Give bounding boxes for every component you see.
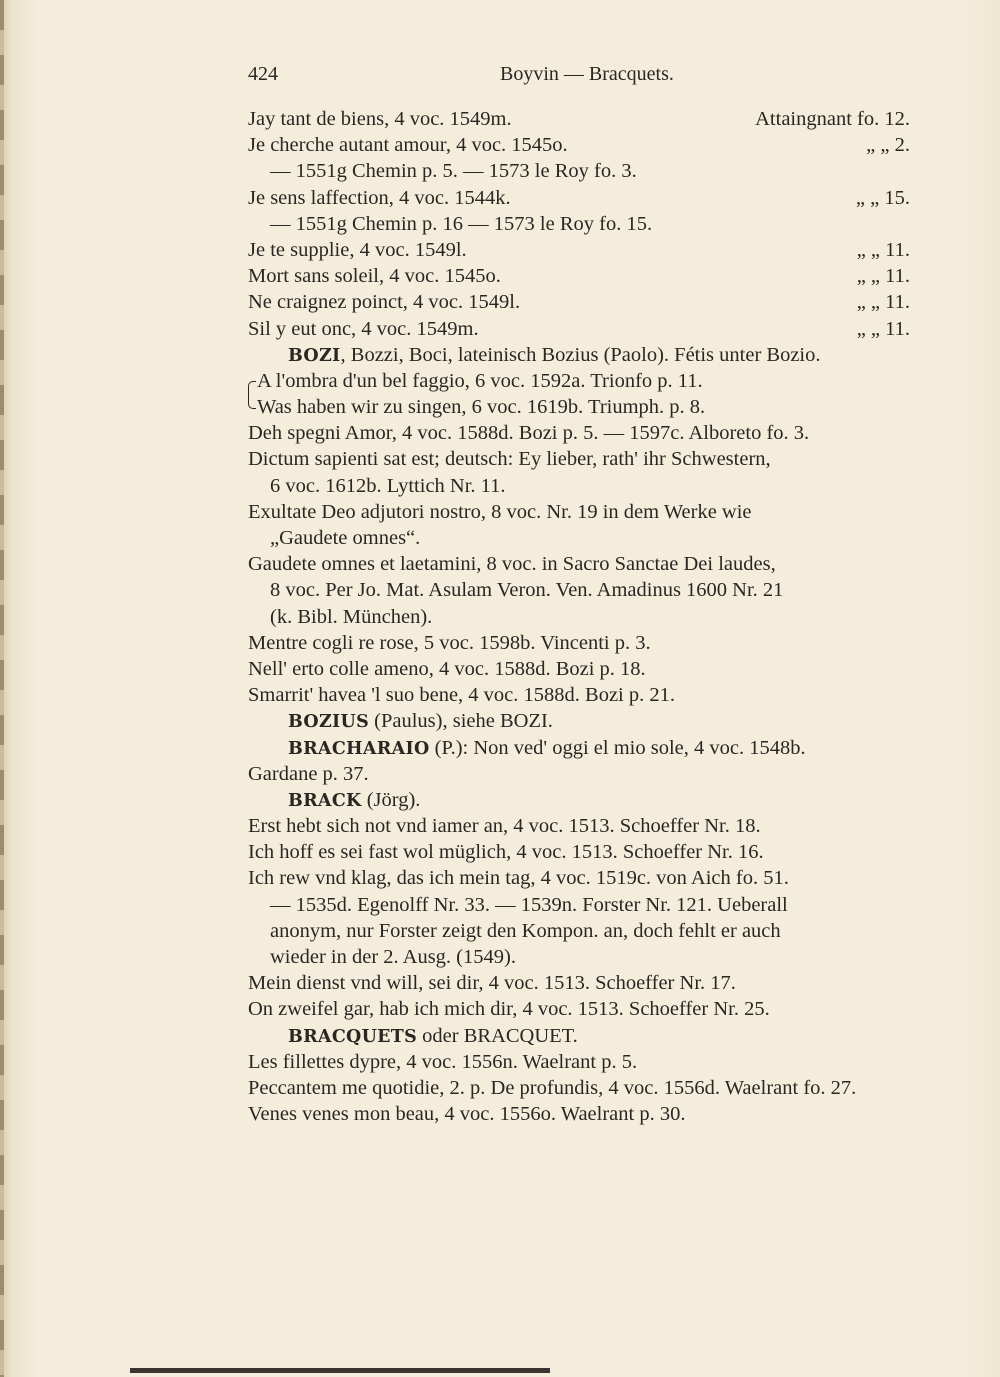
composer-name: BRACHARAIO	[288, 738, 430, 759]
line-text: — 1551g Chemin p. 16 — 1573 le Roy fo. 15.	[270, 212, 653, 235]
line-text: — 1551g Chemin p. 5. — 1573 le Roy fo. 3.	[270, 160, 637, 183]
text-line	[248, 106, 910, 132]
line-reference: „ „ 15.	[855, 186, 910, 209]
line-text: Was haben wir zu singen, 6 voc. 1619b. Triumph. p. 8.	[257, 396, 706, 419]
text-line	[248, 525, 910, 551]
composer-heading-line	[248, 342, 910, 368]
line-text: anonym, nur Forster zeigt den Kompon. an, doch fehlt er auch	[270, 919, 781, 942]
text-line	[248, 996, 910, 1022]
text-line	[248, 237, 910, 263]
line-text: Mein dienst vnd will, sei dir, 4 voc. 1513. Schoeffer Nr. 17.	[248, 972, 736, 995]
text-line	[248, 499, 910, 525]
line-reference: „ „ 11.	[856, 291, 910, 314]
composer-heading-line	[248, 735, 910, 761]
text-line	[248, 1075, 910, 1101]
line-text: Nell' erto colle ameno, 4 voc. 1588d. Bozi p. 18.	[248, 657, 646, 680]
line-text: Ne craignez poinct, 4 voc. 1549l.	[248, 291, 521, 314]
line-text: Erst hebt sich not vnd iamer an, 4 voc. 1513. Schoeffer Nr. 18.	[248, 815, 761, 838]
line-text: 6 voc. 1612b. Lyttich Nr. 11.	[270, 474, 506, 497]
text-line	[248, 289, 910, 315]
text-line	[248, 368, 910, 394]
text-line	[248, 420, 910, 446]
text-line	[248, 682, 910, 708]
line-reference: „ „ 11.	[856, 317, 910, 340]
line-reference: „ „ 11.	[856, 265, 910, 288]
text-line	[248, 446, 910, 472]
line-reference: Attaingnant fo. 12.	[755, 108, 910, 130]
composer-name: BRACK	[288, 790, 362, 811]
text-line	[248, 1101, 910, 1127]
line-text: (P.): Non ved' oggi el mio sole, 4 voc. 1548b.	[429, 736, 806, 759]
line-text: On zweifel gar, hab ich mich dir, 4 voc. 1513. Schoeffer Nr. 25.	[248, 998, 770, 1021]
line-text: Sil y eut onc, 4 voc. 1549m.	[248, 317, 479, 340]
text-line	[248, 630, 910, 656]
text-line	[248, 394, 910, 420]
running-title: Boyvin — Bracquets.	[500, 63, 674, 85]
text-line	[248, 263, 910, 289]
text-line	[248, 185, 910, 211]
line-text: Ich hoff es sei fast wol müglich, 4 voc. 1513. Schoeffer Nr. 16.	[248, 841, 764, 864]
text-line	[248, 473, 910, 499]
line-text: Mentre cogli re rose, 5 voc. 1598b. Vincenti p. 3.	[248, 631, 651, 654]
line-text: Venes venes mon beau, 4 voc. 1556o. Waelrant p. 30.	[248, 1103, 686, 1126]
line-text: oder BRACQUET.	[417, 1024, 578, 1047]
composer-heading-line	[248, 708, 910, 734]
text-line	[248, 813, 910, 839]
running-header	[248, 63, 910, 89]
line-text: Exultate Deo adjutori nostro, 8 voc. Nr. 19 in dem Werke wie	[248, 500, 752, 523]
book-binding-edge	[0, 0, 4, 1377]
line-text: Les fillettes dypre, 4 voc. 1556n. Waelrant p. 5.	[248, 1050, 638, 1073]
line-text: Mort sans soleil, 4 voc. 1545o.	[248, 265, 501, 288]
line-text: Je te supplie, 4 voc. 1549l.	[248, 238, 467, 261]
text-line	[248, 316, 910, 342]
line-text: Dictum sapienti sat est; deutsch: Ey lieber, rath' ihr Schwestern,	[248, 448, 771, 471]
text-line	[248, 577, 910, 603]
line-text: Gaudete omnes et laetamini, 8 voc. in Sacro Sanctae Dei laudes,	[248, 553, 776, 576]
line-text: Je sens laffection, 4 voc. 1544k.	[248, 186, 511, 209]
composer-name: BOZI	[288, 345, 341, 366]
page-number: 424	[248, 63, 278, 85]
page-bottom-edge	[130, 1368, 550, 1373]
line-text: (k. Bibl. München).	[270, 605, 433, 628]
text-line	[248, 158, 910, 184]
text-line	[248, 918, 910, 944]
text-line	[248, 656, 910, 682]
line-reference: „ „ 2.	[866, 134, 910, 157]
line-text: , Bozzi, Boci, lateinisch Bozius (Paolo). Fétis unter Bozio.	[340, 343, 821, 366]
line-text: — 1535d. Egenolff Nr. 33. — 1539n. Forster Nr. 121. Ueberall	[270, 893, 788, 916]
composer-heading-line	[248, 787, 910, 813]
line-text: wieder in der 2. Ausg. (1549).	[270, 946, 516, 968]
line-text: Smarrit' havea 'l suo bene, 4 voc. 1588d. Bozi p. 21.	[248, 684, 675, 707]
text-line	[248, 944, 910, 970]
entry-text	[248, 106, 910, 1127]
line-text: „Gaudete omnes“.	[270, 527, 421, 549]
text-line	[248, 865, 910, 891]
composer-name: BOZIUS	[288, 712, 370, 733]
line-text: Jay tant de biens, 4 voc. 1549m.	[248, 108, 512, 130]
text-line	[248, 604, 910, 630]
text-line	[248, 839, 910, 865]
text-line	[248, 211, 910, 237]
composer-heading-line	[248, 1023, 910, 1049]
line-text: Gardane p. 37.	[248, 762, 369, 785]
line-text: 8 voc. Per Jo. Mat. Asulam Veron. Ven. Amadinus 1600 Nr. 21	[270, 579, 784, 602]
text-line	[248, 132, 910, 158]
line-reference: „ „ 11.	[856, 238, 910, 261]
text-line	[248, 551, 910, 577]
text-line	[248, 1049, 910, 1075]
line-text: Deh spegni Amor, 4 voc. 1588d. Bozi p. 5. — 1597c. Alboreto fo. 3.	[248, 422, 810, 445]
text-line	[248, 761, 910, 787]
line-text: Ich rew vnd klag, das ich mein tag, 4 voc. 1519c. von Aich fo. 51.	[248, 867, 789, 890]
text-line	[248, 970, 910, 996]
composer-name: BRACQUETS	[288, 1026, 418, 1047]
line-text: Je cherche autant amour, 4 voc. 1545o.	[248, 134, 568, 157]
text-line	[248, 892, 910, 918]
line-text: Peccantem me quotidie, 2. p. De profundis, 4 voc. 1556d. Waelrant fo. 27.	[248, 1076, 857, 1099]
line-text: (Jörg).	[361, 788, 421, 811]
line-text: A l'ombra d'un bel faggio, 6 voc. 1592a. Trionfo p. 11.	[257, 369, 703, 392]
line-text: (Paulus), siehe BOZI.	[369, 710, 553, 733]
